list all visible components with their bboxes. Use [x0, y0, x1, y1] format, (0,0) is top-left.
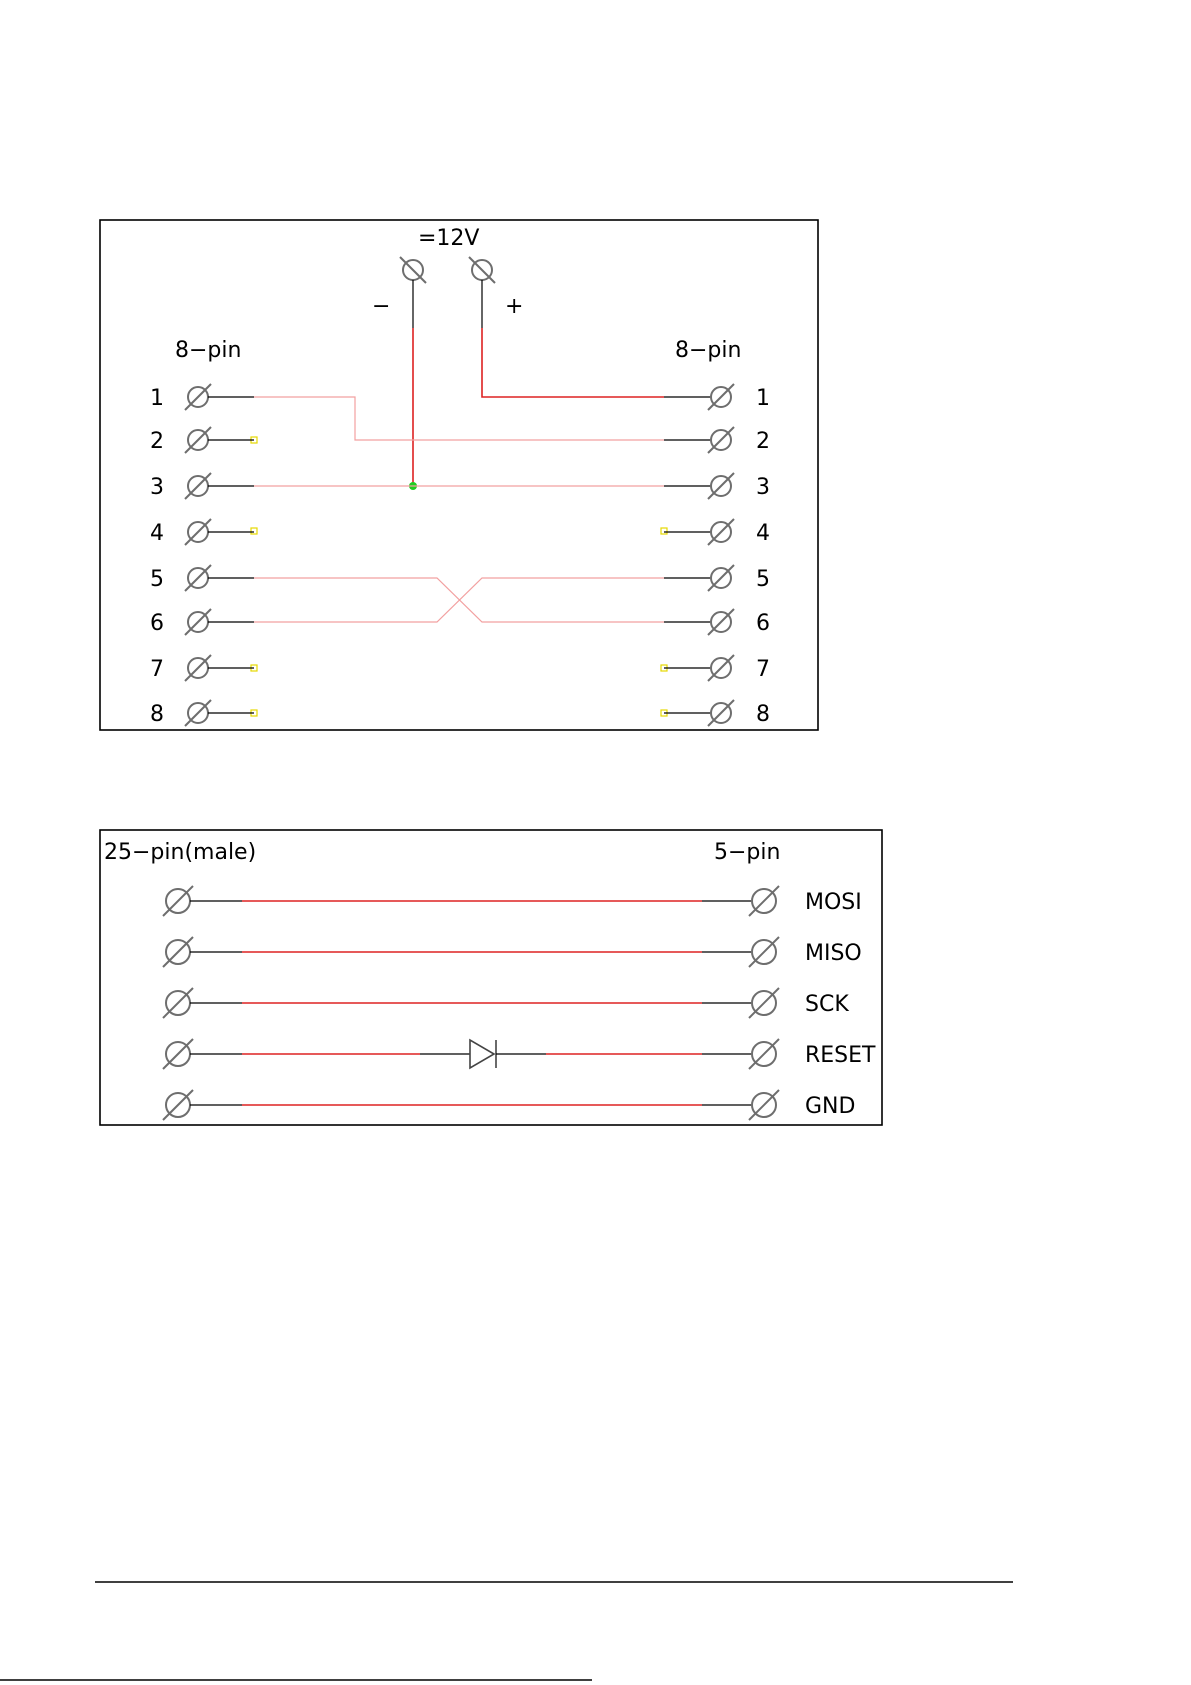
right-pin-number-5: 5 — [756, 567, 770, 592]
left-pin-number-6: 6 — [150, 611, 164, 636]
signal-row-gnd — [163, 1090, 855, 1120]
left-8pin-connector — [150, 384, 254, 727]
left-connector-header: 8−pin — [175, 338, 242, 363]
wire-left6-right5 — [254, 578, 664, 622]
right-pin-number-8: 8 — [756, 702, 770, 727]
signal-row-sck — [163, 988, 849, 1018]
left-pin-number-8: 8 — [150, 702, 164, 727]
signal-label-sck: SCK — [805, 992, 849, 1017]
left-pin-terminal-icon — [185, 609, 211, 635]
left-pin-terminal-icon — [185, 519, 211, 545]
right-pin-terminal-icon — [708, 565, 734, 591]
right-pin-number-1: 1 — [756, 386, 770, 411]
right-pin-number-4: 4 — [756, 521, 770, 546]
right-pin-number-2: 2 — [756, 429, 770, 454]
left-db25-terminal-icon — [163, 988, 193, 1018]
left-pin-terminal-icon — [185, 655, 211, 681]
signal-row-miso — [163, 937, 862, 967]
right-connector-header: 8−pin — [675, 338, 742, 363]
supply-minus-terminal-icon — [400, 257, 426, 283]
left-pin-terminal-icon — [185, 473, 211, 499]
left-pin-terminal-icon — [185, 565, 211, 591]
cable-diagram-8pin — [100, 220, 818, 730]
right-pin-terminal-icon — [708, 427, 734, 453]
right-8pin-connector — [664, 384, 770, 727]
right-5pin-terminal-icon — [749, 886, 779, 916]
left-pin-number-3: 3 — [150, 475, 164, 500]
supply-minus-label: − — [372, 294, 391, 319]
right-pin-terminal-icon — [708, 384, 734, 410]
left-db25-terminal-icon — [163, 1090, 193, 1120]
left-pin-number-7: 7 — [150, 657, 164, 682]
right-5pin-terminal-icon — [749, 988, 779, 1018]
cable-diagram-25pin-to-5pin — [100, 830, 882, 1125]
right-pin-terminal-icon — [708, 519, 734, 545]
left-pin-number-1: 1 — [150, 386, 164, 411]
diode-icon — [420, 1040, 546, 1068]
supply-plus-terminal-icon — [469, 257, 495, 283]
wire-plus-to-right-pin1 — [482, 328, 664, 397]
no-connect-marker — [661, 528, 667, 534]
signal-label-mosi: MOSI — [805, 890, 862, 915]
right-pin-terminal-icon — [708, 473, 734, 499]
left-pin-number-2: 2 — [150, 429, 164, 454]
left-pin-terminal-icon — [185, 700, 211, 726]
wire-left1-right2 — [254, 397, 664, 440]
left-pin-number-4: 4 — [150, 521, 164, 546]
no-connect-marker — [251, 528, 257, 534]
signal-label-gnd: GND — [805, 1094, 856, 1119]
supply-voltage-label: =12V — [418, 226, 480, 251]
right-pin-terminal-icon — [708, 655, 734, 681]
right-pin-number-6: 6 — [756, 611, 770, 636]
diagram-frame-25pin — [100, 830, 882, 1125]
left-pin-terminal-icon — [185, 427, 211, 453]
left-db25-terminal-icon — [163, 937, 193, 967]
left-db25-terminal-icon — [163, 1039, 193, 1069]
right-pin-terminal-icon — [708, 700, 734, 726]
right-pin-number-3: 3 — [756, 475, 770, 500]
right-5pin-terminal-icon — [749, 937, 779, 967]
left-pin-terminal-icon — [185, 384, 211, 410]
left-connector-header: 25−pin(male) — [104, 840, 257, 865]
right-5pin-terminal-icon — [749, 1090, 779, 1120]
left-pin-number-5: 5 — [150, 567, 164, 592]
signal-label-reset: RESET — [805, 1043, 876, 1068]
right-pin-terminal-icon — [708, 609, 734, 635]
right-pin-number-7: 7 — [756, 657, 770, 682]
left-db25-terminal-icon — [163, 886, 193, 916]
signal-row-mosi — [163, 886, 862, 916]
signal-rows — [163, 886, 876, 1120]
supply-plus-label: + — [505, 294, 524, 319]
right-connector-header: 5−pin — [714, 840, 781, 865]
right-5pin-terminal-icon — [749, 1039, 779, 1069]
signal-label-miso: MISO — [805, 941, 862, 966]
